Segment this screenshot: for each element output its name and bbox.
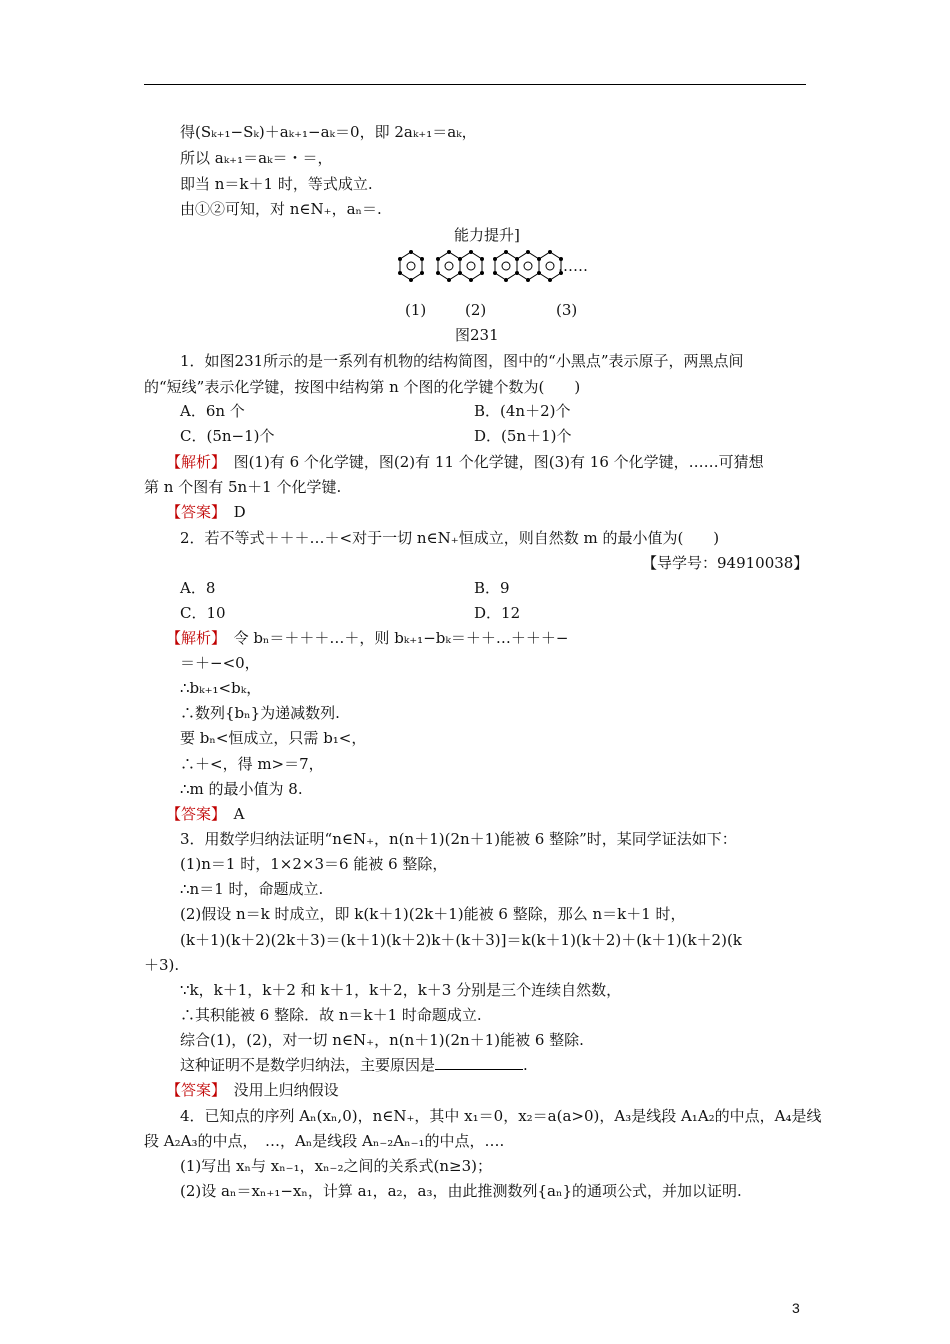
figure-label-1: (1) [405, 301, 427, 319]
answer-line: 【答案】 A [166, 805, 245, 823]
question-3: (2)假设 n＝k 时成立，即 k(k＋1)(2k＋1)能被 6 整除，那么 n＝k＋1 时， [180, 905, 686, 923]
question-3: 综合(1)，(2)，对一切 n∈N₊，n(n＋1)(2n＋1)能被 6 整除. [180, 1031, 584, 1049]
answer-blank [435, 1055, 523, 1070]
text-line: 由①②可知，对 n∈N₊，aₙ＝. [180, 200, 382, 218]
analysis-line: 【解析】 图(1)有 6 个化学键，图(2)有 11 个化学键，图(3)有 16 个化学键，……可猜想 [166, 453, 764, 471]
question-2: 2．若不等式＋＋＋…＋<对于一切 n∈N₊恒成立，则自然数 m 的最小值为( ) [180, 529, 720, 547]
option-a: A．6n 个 [180, 402, 245, 420]
header-rule [144, 84, 806, 85]
question-3: 这种证明不是数学归纳法，主要原因是 . [180, 1056, 528, 1074]
figure-caption: 图231 [455, 326, 499, 344]
question-3: ∴其积能被 6 整除．故 n＝k＋1 时命题成立. [180, 1006, 482, 1024]
page-number: 3 [792, 1300, 800, 1316]
option-c: C．(5n−1)个 [180, 427, 275, 445]
option-a: A．8 [180, 579, 216, 597]
answer-line: 【答案】 D [166, 503, 246, 521]
question-3: (k＋1)(k＋2)(2k＋3)＝(k＋1)(k＋2)k＋(k＋3)]＝k(k＋1)(k＋2)＋(k＋1)(k＋2)(k [180, 931, 742, 949]
text-line: 即当 n＝k＋1 时，等式成立. [180, 175, 373, 193]
text-line: 所以 aₖ₊₁＝aₖ＝・＝， [180, 149, 333, 167]
answer-tag: 【答案】 [166, 1081, 219, 1099]
analysis-tag: 【解析】 [166, 629, 219, 647]
question-4: (2)设 aₙ＝xₙ₊₁−xₙ，计算 a₁，a₂，a₃，由此推测数列{aₙ}的通项公式，并加以证明. [180, 1182, 742, 1200]
question-3: ∴n＝1 时，命题成立. [180, 880, 324, 898]
option-d: D．(5n＋1)个 [474, 427, 572, 445]
question-1: 的“短线”表示化学键，按图中结构第 n 个图的化学键个数为( ) [144, 378, 581, 396]
question-1: 1．如图231所示的是一系列有机物的结构简图，图中的“小黑点”表示原子，两黑点间 [180, 352, 744, 370]
option-c: C．10 [180, 604, 226, 622]
analysis-line: ＝＋−<0， [180, 654, 260, 672]
option-b: B．(4n＋2)个 [474, 402, 571, 420]
analysis-line: 第 n 个图有 5n＋1 个化学键. [144, 478, 342, 496]
figure-label-3: (3) [556, 301, 578, 319]
question-4: 4．已知点的序列 Aₙ(xₙ,0)，n∈N₊，其中 x₁＝0，x₂＝a(a>0)，A₃是线段 A₁A₂的中点，A₄是线 [180, 1107, 822, 1125]
analysis-tag: 【解析】 [166, 453, 219, 471]
analysis-line: 要 bₙ<恒成立，只需 b₁<， [180, 729, 367, 747]
analysis-line: 【解析】 令 bₙ＝＋＋＋…＋，则 bₖ₊₁−bₖ＝＋＋…＋＋＋− [166, 629, 569, 647]
text-line: 得(Sₖ₊₁−Sₖ)＋aₖ₊₁−aₖ＝0，即 2aₖ₊₁＝aₖ， [180, 123, 477, 141]
question-3: ＋3). [144, 956, 180, 974]
figure-label-2: (2) [465, 301, 487, 319]
section-heading: 能力提升] [454, 226, 520, 244]
question-4: (1)写出 xₙ与 xₙ₋₁，xₙ₋₂之间的关系式(n≥3)； [180, 1157, 492, 1175]
analysis-line: ∴＋<，得 m>＝7， [180, 755, 324, 773]
option-b: B．9 [474, 579, 510, 597]
guide-code: 【导学号：94910038】 [642, 554, 809, 572]
analysis-line: ∴数列{bₙ}为递减数列. [180, 704, 340, 722]
answer-tag: 【答案】 [166, 503, 219, 521]
question-4: 段 A₂A₃的中点， …，Aₙ是线段 Aₙ₋₂Aₙ₋₁的中点，…. [144, 1132, 505, 1150]
question-3: ∵k，k＋1，k＋2 和 k＋1，k＋2，k＋3 分别是三个连续自然数， [180, 981, 622, 999]
question-3: 3．用数学归纳法证明“n∈N₊，n(n＋1)(2n＋1)能被 6 整除”时，某同学证法如下： [180, 830, 737, 848]
answer-line: 【答案】 没用上归纳假设 [166, 1081, 339, 1099]
analysis-line: ∴m 的最小值为 8. [180, 780, 303, 798]
analysis-line: ∴bₖ₊₁<bₖ， [180, 679, 262, 697]
question-3: (1)n＝1 时，1×2×3＝6 能被 6 整除， [180, 855, 448, 873]
option-d: D．12 [474, 604, 521, 622]
answer-tag: 【答案】 [166, 805, 219, 823]
figure-ellipsis: …… [558, 257, 588, 275]
